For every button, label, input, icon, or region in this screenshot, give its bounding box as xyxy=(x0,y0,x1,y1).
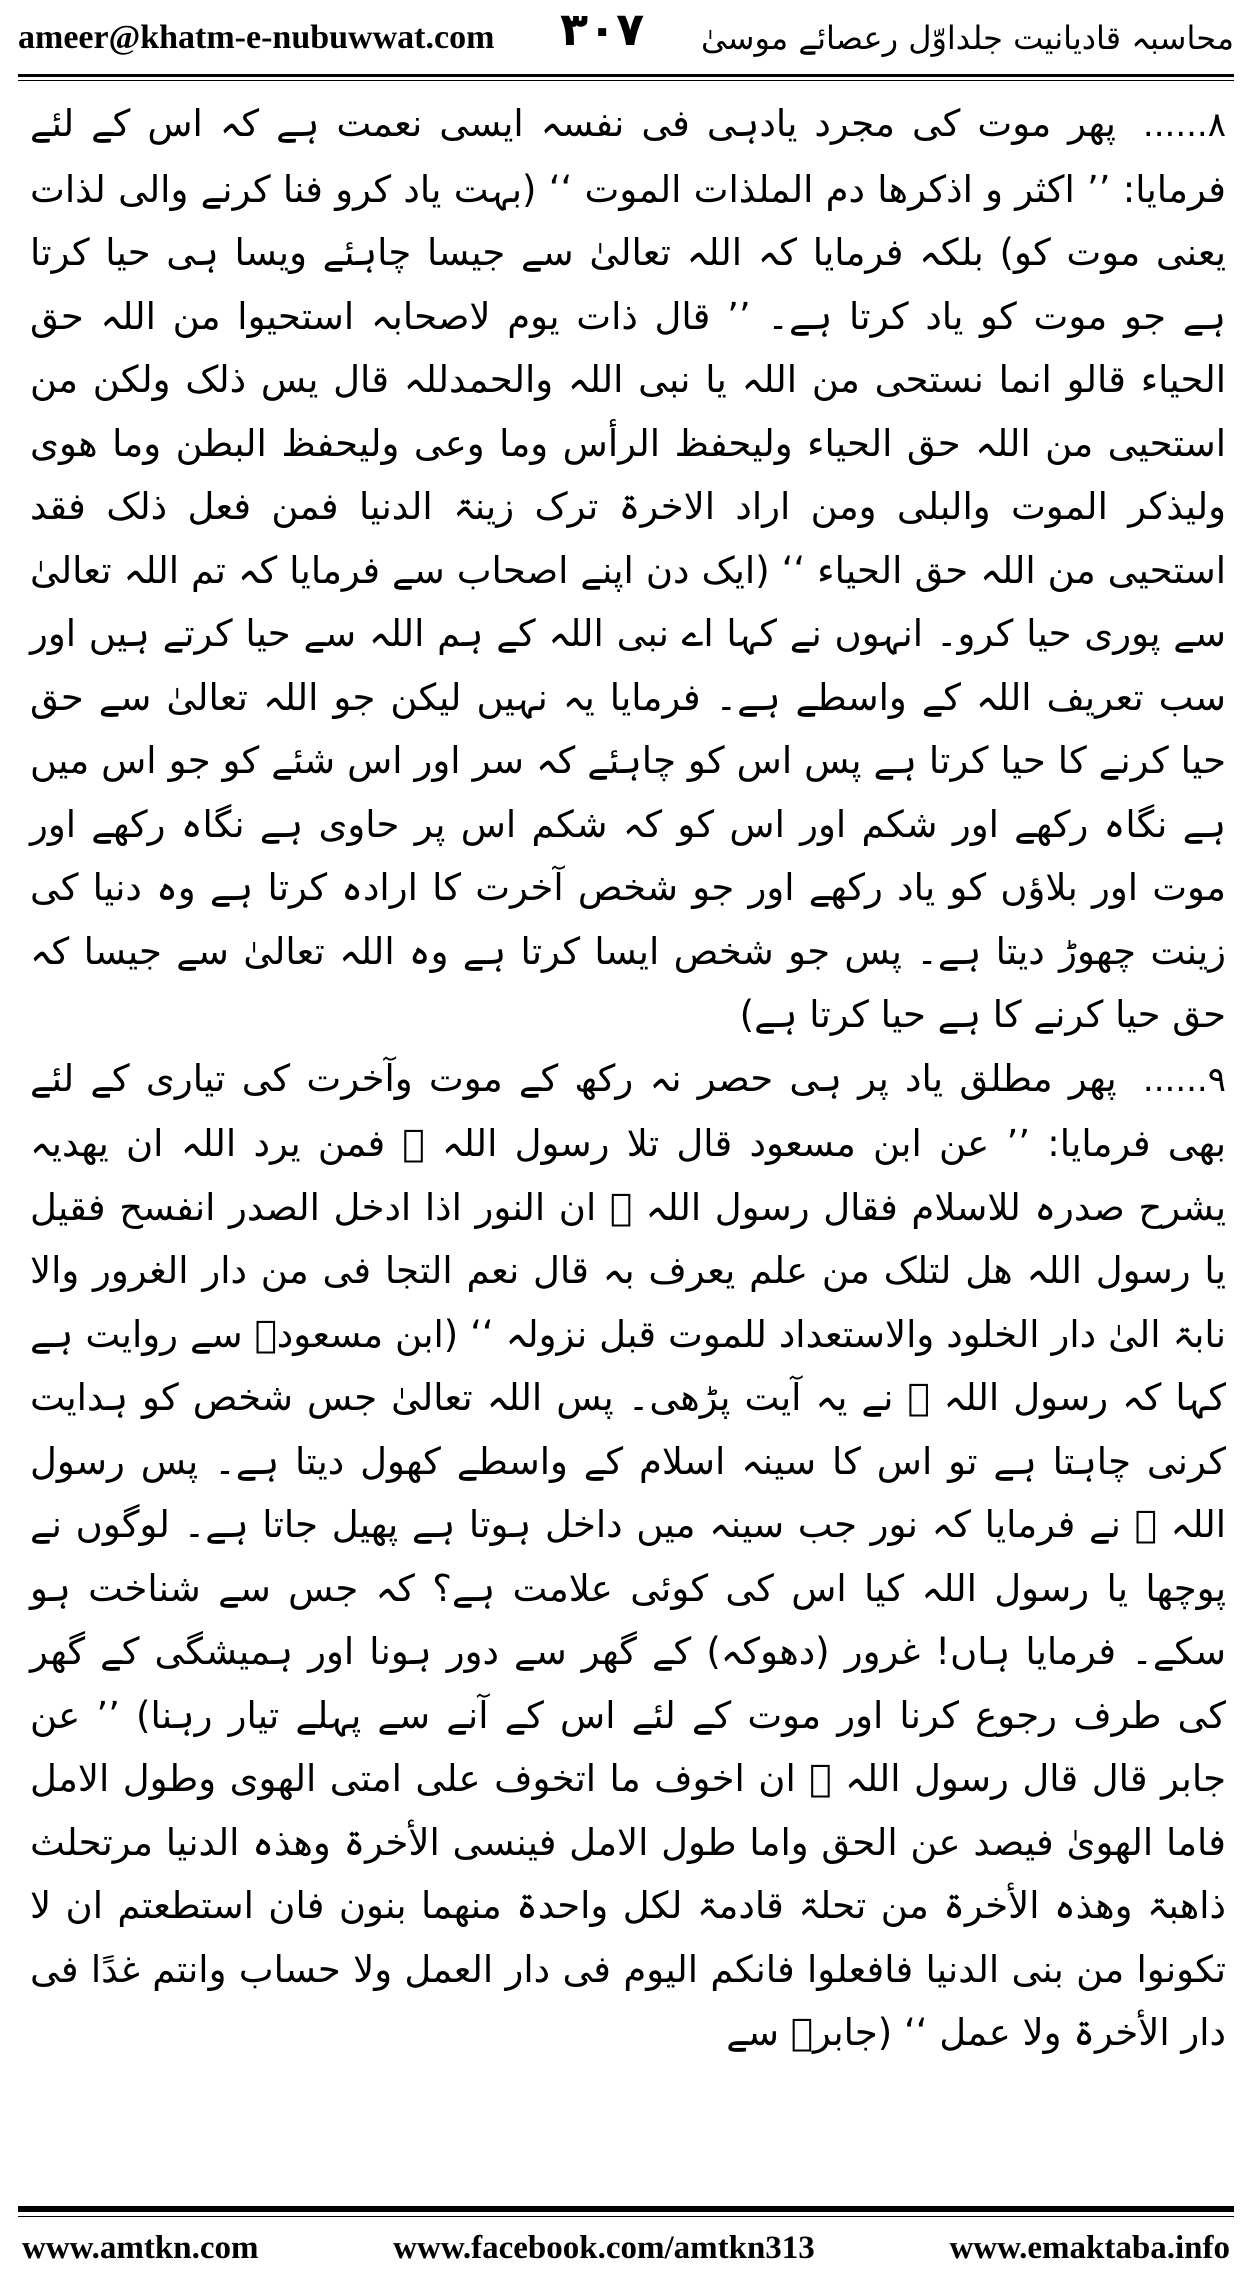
header-email: ameer@khatm-e-nubuwwat.com xyxy=(18,19,495,56)
paragraph-8 xyxy=(30,92,1226,1047)
footer-rule-thin xyxy=(18,2216,1234,2217)
header-book-title: محاسبہ قادیانیت جلداوّل رعصائے موسیٰ xyxy=(700,19,1234,57)
footer-rule xyxy=(18,2206,1234,2212)
header-rule xyxy=(18,74,1234,77)
paragraph-text: پھر مطلق یاد پر ہی حصر نہ رکھ کے موت وآخرت کی تیاری کے لئے بھی فرمایا: ’’ عن ابن مسعود قال تلا رسول اللہ ﷺ فمن یرد اللہ ان یھدیہ یشرح صدرہ للاسلام فقال رسول اللہ ﷺ ان النور اذا ادخل الصدر انفسح فقیل یا رسول اللہ ھل لتلک من علم یعرف بہ قال نعم التجا فی من دار الغرور والا نابۃ الیٰ دار الخلود والاستعداد للموت قبل نزولہ ‘‘ (ابن مسعودؓ سے روایت ہے کہا کہ رسول اللہ ﷺ نے یہ آیت پڑھی۔ پس اللہ تعالیٰ جس شخص کو ہدایت کرنی چاہتا ہے تو اس کا سینہ اسلام کے واسطے کھول دیتا ہے۔ پس رسول اللہ ﷺ نے فرمایا کہ نور جب سینہ میں داخل ہوتا ہے پھیل جاتا ہے۔ لوگوں نے پوچھا یا رسول اللہ کیا اس کی کوئی علامت ہے؟ کہ جس سے شناخت ہو سکے۔ فرمایا ہاں! غرور (دھوکہ) کے گھر سے دور ہونا اور ہمیشگی کے گھر کی طرف رجوع کرنا اور موت کے لئے اس کے آنے سے پہلے تیار رہنا) ’’ عن جابر قال قال رسول اللہ ﷺ ان اخوف ما اتخوف علی امتی الھوی وطول الامل فاما الھویٰ فیصد عن الحق واما طول الامل فینسی الأخرۃ وھذہ الدنیا مرتحلث ذاھبۃ وھذہ الأخرۃ من تحلۃ قادمۃ لکل واحدۃ منھما بنون فان استطعتم ان لا تکونوا من بنی الدنیا فافعلوا فانکم الیوم فی دار العمل ولا حساب وانتم غدًا فی دار الأخرۃ ولا عمل ‘‘ (جابرؓ سے xyxy=(30,1056,1226,2054)
header-page-number: ۳۰۷ xyxy=(560,2,645,56)
page-footer xyxy=(22,2222,1230,2274)
paragraph-text: پھر موت کی مجرد یادہی فی نفسہ ایسی نعمت ہے کہ اس کے لئے فرمایا: ’’ اکثر و اذکرھا دم الملذات الموت ‘‘ (بہت یاد کرو فنا کرنے والی لذات یعنی موت کو) بلکہ فرمایا کہ اللہ تعالیٰ سے جیسا چاہئے ویسا ہی حیا کرتا ہے جو موت کو یاد کرتا ہے۔ ’’ قال ذات یوم لاصحابہ استحیوا من اللہ حق الحیاء قالو انما نستحی من اللہ یا نبی اللہ والحمدللہ قال یس ذلک ولکن من استحیی من اللہ حق الحیاء ولیحفظ الرأس وما وعی ولیحفظ البطن وما ھوی ولیذکر الموت والبلی ومن اراد الاخرۃ ترک زینۃ الدنیا فمن فعل ذلک فقد استحیی من اللہ حق الحیاء ‘‘ (ایک دن اپنے اصحاب سے فرمایا کہ تم اللہ تعالیٰ سے پوری حیا کرو۔ انہوں نے کہا اے نبی اللہ کے ہم اللہ سے حیا کرتے ہیں اور سب تعریف اللہ کے واسطے ہے۔ فرمایا یہ نہیں لیکن جو اللہ تعالیٰ سے حق حیا کرنے کا حیا کرتا ہے پس اس کو چاہئے کہ سر اور اس شئے کو جو اس میں ہے نگاہ رکھے اور شکم اور اس کو کہ شکم اس پر حاوی ہے نگاہ رکھے اور موت اور بلاؤں کو یاد رکھے اور جو شخص آخرت کا ارادہ کرتا ہے وہ دنیا کی زینت چھوڑ دیتا ہے۔ پس جو شخص ایسا کرتا ہے وہ اللہ تعالیٰ سے جیسا کہ حق حیا کرنے کا ہے حیا کرتا ہے) xyxy=(30,102,1226,1036)
paragraph-number: ۹...... xyxy=(1142,1059,1227,1100)
paragraph-9 xyxy=(30,1047,1226,2065)
footer-link-facebook[interactable]: www.facebook.com/amtkn313 xyxy=(393,2229,815,2266)
footer-link-emaktaba[interactable]: www.emaktaba.info xyxy=(949,2229,1230,2266)
paragraph-number: ۸...... xyxy=(1142,105,1227,145)
page-body xyxy=(30,92,1226,2152)
footer-link-amtkn[interactable]: www.amtkn.com xyxy=(22,2229,259,2266)
header-rule-thin xyxy=(18,80,1234,81)
